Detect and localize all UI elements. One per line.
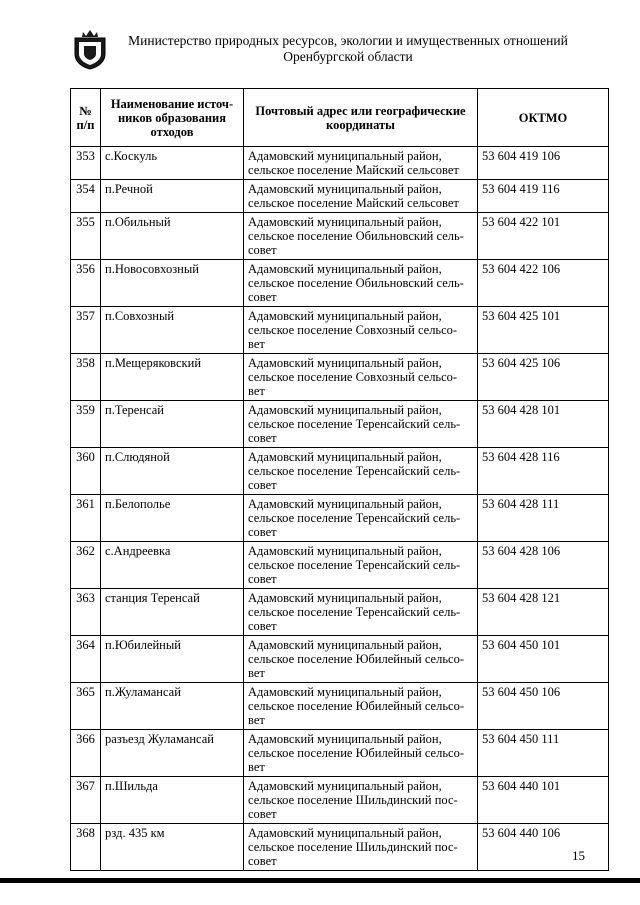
row-num: 357 (71, 307, 101, 354)
row-oktmo: 53 604 419 116 (478, 180, 609, 213)
row-address: Адамовский муниципальный район, сельское поселение Обильновский сель-совет (244, 260, 478, 307)
row-num: 363 (71, 589, 101, 636)
header-num: № п/п (71, 89, 101, 147)
row-name: п.Белополье (101, 495, 244, 542)
row-name: п.Обильный (101, 213, 244, 260)
header-address: Почтовый адрес или географические координаты (244, 89, 478, 147)
page-number: 15 (572, 848, 585, 863)
row-address: Адамовский муниципальный район, сельское поселение Теренсайский сель-совет (244, 401, 478, 448)
row-address: Адамовский муниципальный район, сельское поселение Майский сельсовет (244, 180, 478, 213)
row-name: станция Теренсай (101, 589, 244, 636)
table-row (71, 213, 609, 260)
table-header-row (71, 89, 609, 147)
row-num: 362 (71, 542, 101, 589)
row-oktmo: 53 604 428 116 (478, 448, 609, 495)
row-name: п.Юбилейный (101, 636, 244, 683)
row-num: 359 (71, 401, 101, 448)
row-name: рзд. 435 км (101, 824, 244, 871)
row-name: п.Теренсай (101, 401, 244, 448)
row-oktmo: 53 604 422 101 (478, 213, 609, 260)
row-oktmo: 53 604 440 106 (478, 824, 609, 871)
row-address: Адамовский муниципальный район, сельское поселение Совхозный сельсо-вет (244, 307, 478, 354)
row-address: Адамовский муниципальный район, сельское поселение Юбилейный сельсо-вет (244, 683, 478, 730)
row-address: Адамовский муниципальный район, сельское поселение Теренсайский сель-совет (244, 495, 478, 542)
ministry-line-1: Министерство природных ресурсов, экологии и имущественных отношений (128, 33, 568, 48)
table-row (71, 147, 609, 180)
coat-of-arms-icon (72, 28, 108, 70)
row-oktmo: 53 604 450 101 (478, 636, 609, 683)
table-row (71, 448, 609, 495)
row-name: п.Шильда (101, 777, 244, 824)
row-name: с.Андреевка (101, 542, 244, 589)
ministry-header (118, 33, 578, 65)
waste-sources-table (70, 88, 609, 871)
table-row (71, 730, 609, 777)
row-address: Адамовский муниципальный район, сельское поселение Юбилейный сельсо-вет (244, 730, 478, 777)
row-address: Адамовский муниципальный район, сельское поселение Шильдинский пос-совет (244, 824, 478, 871)
table-row (71, 354, 609, 401)
table-row (71, 824, 609, 871)
row-address: Адамовский муниципальный район, сельское поселение Теренсайский сель-совет (244, 448, 478, 495)
row-address: Адамовский муниципальный район, сельское поселение Теренсайский сель-совет (244, 589, 478, 636)
table-row (71, 260, 609, 307)
table-row (71, 401, 609, 448)
table-row (71, 777, 609, 824)
row-num: 366 (71, 730, 101, 777)
table-row (71, 495, 609, 542)
row-num: 354 (71, 180, 101, 213)
row-oktmo: 53 604 450 106 (478, 683, 609, 730)
row-address: Адамовский муниципальный район, сельское поселение Шильдинский пос-совет (244, 777, 478, 824)
table-row (71, 683, 609, 730)
row-name: п.Жуламансай (101, 683, 244, 730)
row-num: 358 (71, 354, 101, 401)
row-name: разъезд Жуламансай (101, 730, 244, 777)
row-oktmo: 53 604 428 101 (478, 401, 609, 448)
row-num: 368 (71, 824, 101, 871)
row-address: Адамовский муниципальный район, сельское поселение Юбилейный сельсо-вет (244, 636, 478, 683)
row-address: Адамовский муниципальный район, сельское поселение Теренсайский сель-совет (244, 542, 478, 589)
table-row (71, 180, 609, 213)
header-oktmo: ОКТМО (478, 89, 609, 147)
header-name: Наименование источ-ников образования отходов (101, 89, 244, 147)
row-num: 361 (71, 495, 101, 542)
row-address: Адамовский муниципальный район, сельское поселение Совхозный сельсо-вет (244, 354, 478, 401)
row-num: 353 (71, 147, 101, 180)
row-address: Адамовский муниципальный район, сельское поселение Майский сельсовет (244, 147, 478, 180)
row-name: п.Совхозный (101, 307, 244, 354)
row-oktmo: 53 604 425 101 (478, 307, 609, 354)
row-num: 360 (71, 448, 101, 495)
row-name: с.Коскуль (101, 147, 244, 180)
row-num: 356 (71, 260, 101, 307)
table-row (71, 589, 609, 636)
bottom-rule (0, 878, 640, 883)
row-oktmo: 53 604 425 106 (478, 354, 609, 401)
ministry-line-2: Оренбургской области (283, 49, 413, 64)
row-oktmo: 53 604 419 106 (478, 147, 609, 180)
row-num: 364 (71, 636, 101, 683)
row-name: п.Мещеряковский (101, 354, 244, 401)
row-oktmo: 53 604 440 101 (478, 777, 609, 824)
table-row (71, 542, 609, 589)
row-oktmo: 53 604 450 111 (478, 730, 609, 777)
table-row (71, 636, 609, 683)
row-oktmo: 53 604 428 106 (478, 542, 609, 589)
row-oktmo: 53 604 422 106 (478, 260, 609, 307)
row-num: 365 (71, 683, 101, 730)
row-name: п.Речной (101, 180, 244, 213)
row-oktmo: 53 604 428 111 (478, 495, 609, 542)
row-address: Адамовский муниципальный район, сельское поселение Обильновский сель-совет (244, 213, 478, 260)
row-oktmo: 53 604 428 121 (478, 589, 609, 636)
row-num: 367 (71, 777, 101, 824)
row-num: 355 (71, 213, 101, 260)
table-row (71, 307, 609, 354)
row-name: п.Новосовхозный (101, 260, 244, 307)
row-name: п.Слюдяной (101, 448, 244, 495)
